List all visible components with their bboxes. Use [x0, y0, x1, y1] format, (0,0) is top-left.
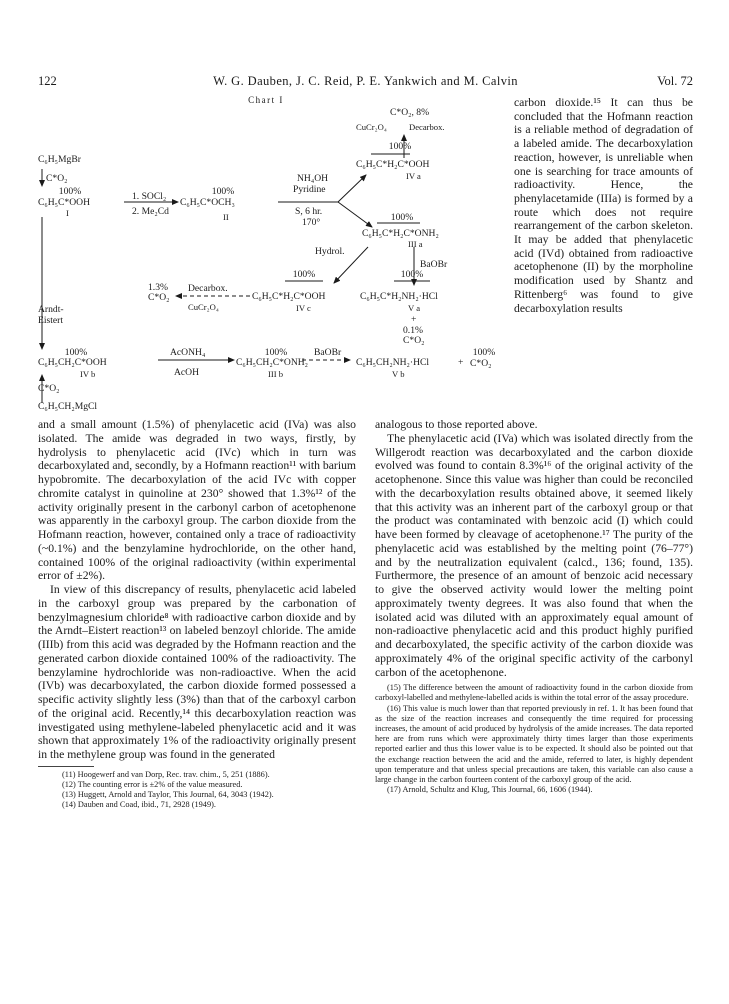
label-co2-8pct: C*O₂, 8% [390, 107, 430, 118]
label-cucr2o4-top: CuCr₂O₄ [356, 122, 387, 132]
label-pct-acid-i: 100% [58, 186, 82, 197]
label-conditions: S, 6 hr. [295, 206, 323, 217]
label-co2-vb: C*O₂ [470, 358, 492, 369]
label-pct-iiib: 100% [264, 347, 288, 358]
paragraph-carbon-dioxide: carbon dioxide.¹⁵ It can thus be concluded that the Hofmann reaction is a reliable method of degradation of a labeled amide. The decarboxylation reaction, however, is unreliable when one is searching for trace amounts of radioactivity. Hence, the phenylacetamide (IIIa) is formed by a route which does not require rearrangement of the carbon skeleton. It may be added that phenylacetic acid (IVd) obtained from radioactive acetophenone (II) by the morpholine modification used by Shantz and Rittenberg⁶ was found to give decarboxylation results [514, 96, 693, 315]
label-baobr-a: BaOBr [420, 259, 448, 270]
label-pct-decarbox-ivc: 1.3% [148, 282, 168, 293]
compound-phenylmagnesium-bromide: C₆H₅MgBr [38, 154, 81, 165]
label-co2-va: C*O₂ [403, 335, 425, 346]
compound-benzylmagnesium-chloride: C₆H₅CH₂MgCl [38, 401, 98, 412]
compound-iiia: C₆H₅C*H₂C*ONH₂ [362, 228, 439, 239]
footnote-17: (17) Arnold, Schultz and Klug, This Journal, 66, 1606 (1944). [387, 785, 593, 795]
label-step-me2cd: 2. Me₂Cd [132, 206, 169, 217]
label-pct-co2-vb: 100% [472, 347, 496, 358]
arrow-to-amide-iiia [338, 202, 372, 227]
paragraph-discrepancy: In view of this discrepancy of results, phenylacetic acid labeled in the carboxyl group was prepared by the carbonation of benzylmagnesium chloride⁸ with radioactive carbon dioxide and by the Arndt–Eistert reaction¹³ on labeled benzoyl chloride. The amide (IIIb) from this acid was degraded by the Hofmann reaction and the generated carbon dioxide contained 100% of the radioactivity. The benzylamine hydrochloride was non-radioactive. When the acid (IVb) was decarboxylated, the carbon dioxide formed possessed a specific activity slightly less (3%) than that of the carboxyl carbon of the original acid. Recently,¹⁴ this decarboxylation reaction was investigated using methylene-labeled phenylacetic acid and it was shown that approximately 1% of the radioactivity originally present in the methylene group was found in the generated [38, 583, 356, 761]
label-pct-va: 100% [400, 269, 424, 280]
label-plus-b: + [458, 357, 464, 368]
volume-label: Vol. 72 [657, 74, 693, 88]
page-number: 122 [38, 74, 57, 88]
label-i: I [66, 208, 69, 218]
label-ii: II [223, 212, 229, 222]
label-decarbox-ivc: Decarbox. [188, 283, 228, 294]
label-eistert: Eistert [38, 315, 64, 326]
running-header [38, 74, 693, 90]
chart-title: Chart I [248, 95, 284, 105]
label-iiia: III a [408, 239, 423, 249]
label-decarbox-top: Decarbox. [409, 122, 445, 132]
compound-ivc: C₆H₅C*H₂C*OOH [252, 291, 326, 302]
footnote-15: (15) The difference between the amount of radioactivity found in the carbon dioxide from carboxyl-labelled and methylene-labelled acids is within the total error of the assay procedure. [375, 683, 693, 703]
label-vb: V b [392, 369, 405, 379]
label-ivc: IV c [296, 303, 311, 313]
label-pct-iiia: 100% [390, 212, 414, 223]
label-pyridine: Pyridine [293, 184, 326, 195]
label-pct-ivc: 100% [292, 269, 316, 280]
label-aconh4: AcONH₄ [170, 347, 206, 358]
label-hydrolysis: Hydrol. [315, 246, 345, 257]
label-iva: IV a [406, 171, 421, 181]
compound-va: C₆H₅C*H₂NH₂·HCl [360, 291, 438, 302]
label-cucr2o4-ivc: CuCr₂O₄ [188, 302, 219, 312]
label-plus-a: + [411, 314, 417, 325]
label-temperature: 170° [302, 217, 321, 228]
label-pct-ivb: 100% [64, 347, 88, 358]
compound-acetophenone: C₆H₅C*OCH₃ [180, 197, 235, 208]
label-iiib: III b [268, 369, 284, 379]
paragraph-amide-degradation: and a small amount (1.5%) of phenylacetic acid (IVa) was also isolated. The amide was degraded in two ways, firstly, by hydrolysis to phenylacetic acid (IVc) which in turn was decarboxylated and, secondly, by a Hofmann reaction¹¹ with barium hypobromite. The decarboxylation of the acid IVc with copper chromite catalyst in quinoline at 230° showed that 1.3%¹² of the activity originally present in the carbonyl carbon of acetophenone was apparently in the carboxyl group. The carbon dioxide from the Hofmann reaction, however, contained only a trace of radioactivity (~0.1%) and the benzylamine hydrochloride, on the other hand, contained 100% of the original radioactivity (within experimental error of ±2%). [38, 418, 356, 583]
compound-ivb: C₆H₅CH₂C*OOH [38, 357, 107, 368]
label-nh4oh: NH₄OH [297, 173, 329, 184]
label-co2-ivc: C*O₂ [148, 292, 170, 303]
footnote-12: (12) The counting error is ±2% of the value measured. [62, 779, 243, 789]
label-pct-ketone: 100% [211, 186, 235, 197]
label-co2-carbonation: C*O₂ [38, 383, 60, 394]
label-ivb: IV b [80, 369, 96, 379]
paragraph-willgerodt-acid: The phenylacetic acid (IVa) which was isolated directly from the Willgerodt reaction was decarboxylated and the carbon dioxide evolved was found to contain 8.3%¹⁶ of the original activity of the acetophenone. Since this value was higher than could be reconciled with the decarboxylation results obtained above, it seemed likely that this activity was an inherent part of the carboxyl group or that the product was contaminated with benzoic acid (I) which could have been formed by cleavage of acetophenone.¹⁷ The purity of the phenylacetic acid was established by the melting point (76–77°) and by the neutralization equivalent (calcd., 136; found, 135). Furthermore, the presence of an amount of benzoic acid necessary to give the observed activity would lower the melting point approximately twenty degrees. It was also found that when the isolated acid was diluted with an approximately equal amount of non-radioactive phenylacetic acid and this product highly purified and decarboxylated, the specific activity of the carbon dioxide was approximately 4% of the original specific activity of the carbonyl carbon of the acetophenone. [375, 431, 693, 679]
label-pct-co2-va: 0.1% [403, 325, 423, 336]
label-arndt: Arndt- [38, 304, 64, 315]
right-column-top [514, 96, 693, 315]
label-step-socl2: 1. SOCl₂ [132, 191, 167, 202]
compound-benzoic-acid: C₆H₅C*OOH [38, 197, 90, 208]
compound-vb: C₆H₅CH₂NH₂·HCl [356, 357, 430, 368]
label-acoh: AcOH [174, 367, 200, 378]
compound-iiib: C₆H₅CH₂C*ONH₂ [236, 357, 309, 368]
reaction-chart [38, 95, 508, 415]
footnote-11: (11) Hoogewerf and van Dorp, Rec. trav. chim., 5, 251 (1886). [62, 769, 270, 779]
left-column [38, 418, 356, 811]
footnote-16: (16) This value is much lower than that reported previously in ref. 1. It has been found that as the size of the reaction increases and consequently the time required for processing increases, the amount of acid produced by hydrolysis of the amide increases. The data reported here are from runs which were approximately thirty times larger than those experiments reported earlier and thus this lower value is to be expected. It should also be pointed out that the exchange reaction between the acid and the amide, referred to later, is highly dependent upon temperature and that unless special precautions are taken, this variable can also cause a large change in the carbon fourteen content of the carboxyl group of the acid. [375, 703, 693, 785]
right-column [375, 418, 693, 795]
label-co2-grignard: C*O₂ [46, 173, 68, 184]
compound-iva: C₆H₅C*H₂C*OOH [356, 159, 430, 170]
label-va: V a [408, 303, 421, 313]
footnote-14: (14) Dauben and Coad, ibid., 71, 2928 (1949). [62, 800, 216, 810]
running-title-authors: W. G. Dauben, J. C. Reid, P. E. Yankwich and M. Calvin [213, 74, 518, 88]
footnote-13: (13) Huggett, Arnold and Taylor, This Journal, 64, 3043 (1942). [62, 790, 274, 800]
footnote-rule [38, 766, 94, 767]
label-baobr-b: BaOBr [314, 347, 342, 358]
label-pct-iva: 100% [388, 141, 412, 152]
paragraph-analogous: analogous to those reported above. [375, 418, 538, 431]
arrow-to-acid-iva [338, 175, 366, 202]
